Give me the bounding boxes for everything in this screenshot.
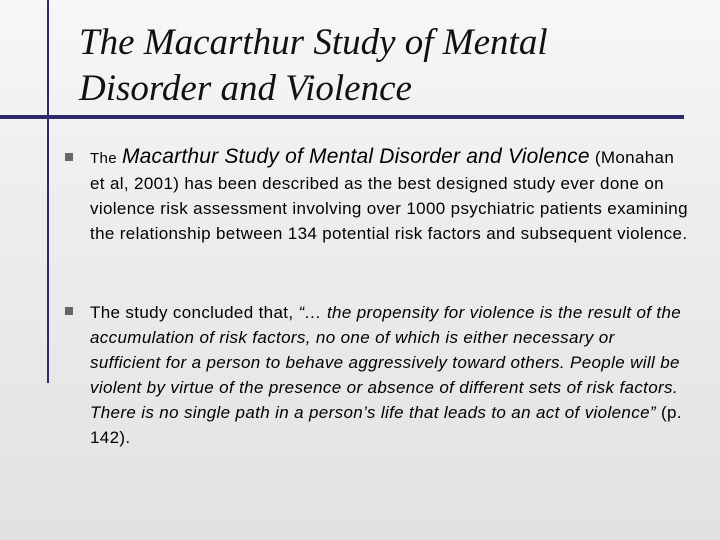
bullet-paragraph-1 — [90, 144, 690, 246]
title-line-2: Disorder and Violence — [79, 68, 412, 109]
bullet-square-icon — [65, 153, 73, 161]
bullet-2-lead: The study concluded that, — [90, 303, 294, 322]
left-accent-rule — [47, 0, 49, 383]
bullet-2-quote: “… the propensity for violence is the result of the accumulation of risk factors, no one of which is either necessary or sufficient for a person to behave aggressively toward others. People will be violent by virtue of the presence or absence of different sets of risk factors. There is no single path in a person’s life that leads to an act of violence” — [90, 303, 682, 422]
title-underline-rule — [0, 115, 684, 119]
bullet-1-text: (Monahan et al, 2001) has been described as the best designed study ever done on violence risk assessment involving over 1000 psychiatric patients examining the relationship between 134 potential risk factors and subsequent violence. — [90, 148, 688, 243]
slide-title — [79, 20, 699, 112]
bullet-paragraph-2 — [90, 300, 690, 450]
bullet-1-lead: The — [90, 150, 117, 167]
bullet-square-icon — [65, 307, 73, 315]
bullet-1-study-name: Macarthur Study of Mental Disorder and Violence — [121, 145, 590, 168]
bullet-2-citation: (p. 142). — [90, 403, 682, 447]
title-line-1: The Macarthur Study of Mental — [79, 22, 548, 63]
